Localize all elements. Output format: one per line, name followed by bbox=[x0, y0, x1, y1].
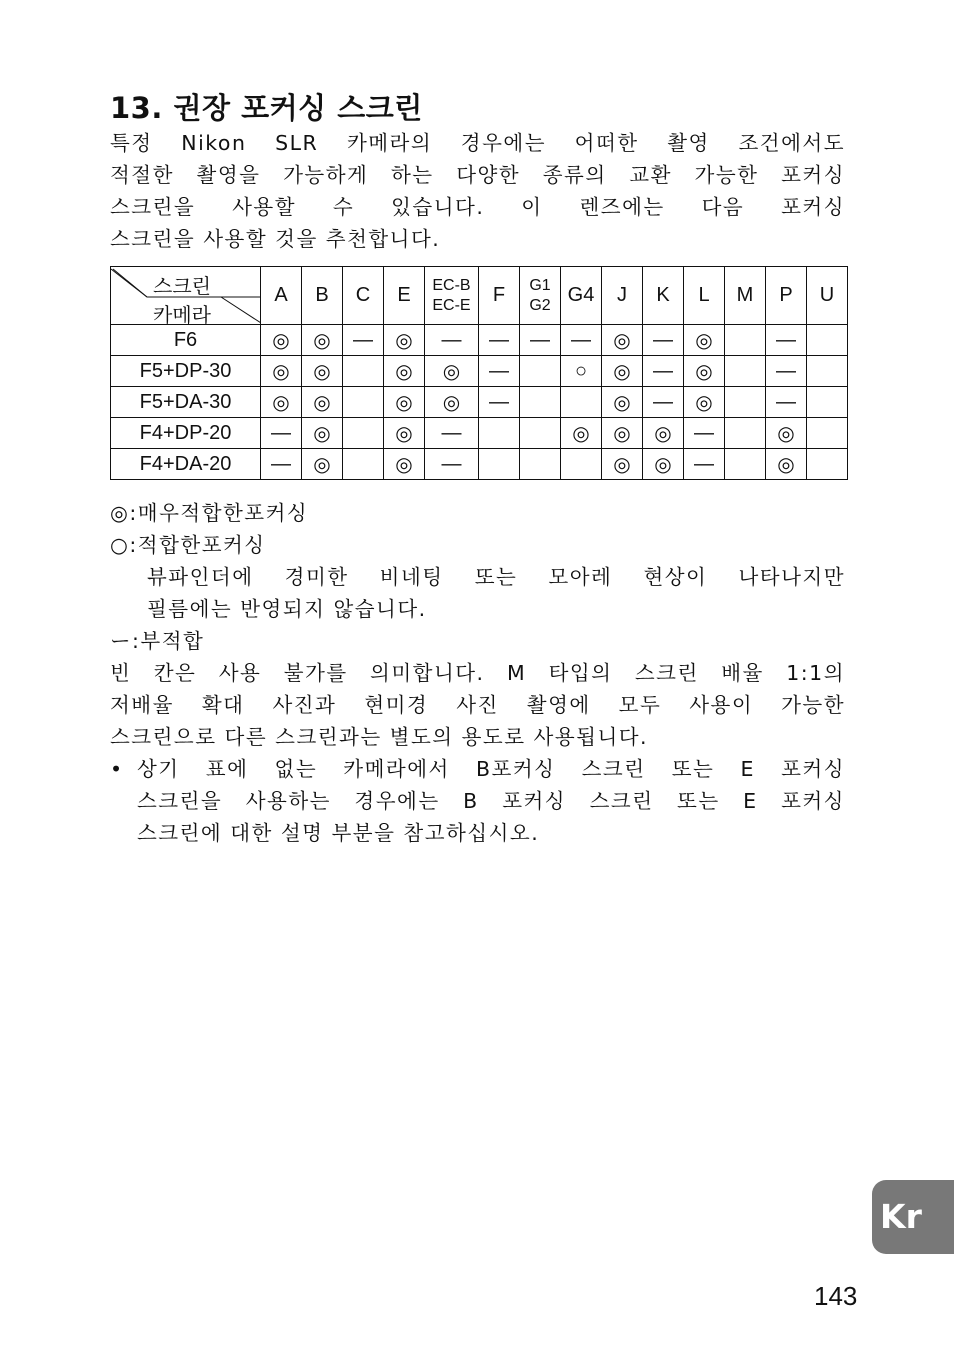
compatibility-cell bbox=[520, 356, 561, 387]
compatibility-cell: ◎ bbox=[602, 356, 643, 387]
table-corner-header bbox=[111, 267, 261, 325]
compatibility-cell: ◎ bbox=[602, 449, 643, 480]
compatibility-cell: ◎ bbox=[561, 418, 602, 449]
compatibility-cell: — bbox=[479, 356, 520, 387]
compatibility-cell: ◎ bbox=[643, 449, 684, 480]
column-header: B bbox=[302, 267, 343, 325]
column-header: A bbox=[261, 267, 302, 325]
bullet-line-2: 스크린을 사용하는 경우에는 B 포커싱 스크린 또는 E 포커싱 bbox=[137, 789, 845, 813]
column-header: E bbox=[384, 267, 425, 325]
compatibility-cell: ◎ bbox=[261, 325, 302, 356]
compatibility-cell: — bbox=[520, 325, 561, 356]
column-header bbox=[425, 267, 479, 325]
compatibility-cell bbox=[561, 387, 602, 418]
compatibility-cell: ◎ bbox=[384, 325, 425, 356]
compatibility-cell: ◎ bbox=[384, 356, 425, 387]
compatibility-cell bbox=[343, 387, 384, 418]
compatibility-cell: ◎ bbox=[302, 325, 343, 356]
compatibility-cell: ◎ bbox=[643, 418, 684, 449]
bullet-line-3: 스크린에 대한 설명 부분을 참고하십시오. bbox=[137, 821, 540, 845]
compatibility-cell: ○ bbox=[561, 356, 602, 387]
legend-unsuitable: ー:부적합 bbox=[110, 629, 205, 653]
compatibility-cell bbox=[807, 387, 848, 418]
table-row bbox=[111, 325, 848, 356]
camera-cell: F5+DP-30 bbox=[111, 356, 261, 387]
compatibility-cell: ◎ bbox=[766, 449, 807, 480]
camera-cell: F4+DP-20 bbox=[111, 418, 261, 449]
compatibility-cell: — bbox=[479, 387, 520, 418]
camera-cell: F6 bbox=[111, 325, 261, 356]
compatibility-cell: ◎ bbox=[684, 356, 725, 387]
compatibility-cell bbox=[343, 418, 384, 449]
focusing-screen-table bbox=[110, 266, 848, 480]
column-header: M bbox=[725, 267, 766, 325]
compatibility-cell: ◎ bbox=[302, 387, 343, 418]
compatibility-cell bbox=[807, 356, 848, 387]
compatibility-cell bbox=[479, 418, 520, 449]
compatibility-cell: ◎ bbox=[302, 418, 343, 449]
compatibility-cell: — bbox=[561, 325, 602, 356]
blank-note-line-2: 저배율 확대 사진과 현미경 사진 촬영에 모두 사용이 가능한 bbox=[110, 693, 845, 717]
blank-note-line-3: 스크린으로 다른 스크린과는 별도의 용도로 사용됩니다. bbox=[110, 725, 649, 749]
compatibility-cell: — bbox=[261, 449, 302, 480]
compatibility-cell: ◎ bbox=[602, 325, 643, 356]
compatibility-cell bbox=[725, 356, 766, 387]
compatibility-cell: — bbox=[261, 418, 302, 449]
compatibility-cell bbox=[725, 387, 766, 418]
compatibility-cell: ◎ bbox=[425, 356, 479, 387]
compatibility-cell bbox=[725, 449, 766, 480]
column-header-part: G2 bbox=[529, 296, 551, 314]
column-header: F bbox=[479, 267, 520, 325]
header-camera-label: 카메라 bbox=[153, 305, 211, 327]
legend-acceptable-note-2: 필름에는 반영되지 않습니다. bbox=[147, 597, 427, 621]
compatibility-cell bbox=[520, 387, 561, 418]
column-header-part: G1 bbox=[529, 276, 551, 294]
compatibility-cell: ◎ bbox=[602, 387, 643, 418]
compatibility-cell: ◎ bbox=[384, 449, 425, 480]
compatibility-cell: — bbox=[766, 387, 807, 418]
intro-line-2: 적절한 촬영을 가능하게 하는 다양한 종류의 교환 가능한 포커싱 bbox=[110, 163, 845, 187]
compatibility-cell: ◎ bbox=[302, 449, 343, 480]
column-header: G4 bbox=[561, 267, 602, 325]
column-header: J bbox=[602, 267, 643, 325]
compatibility-cell: ◎ bbox=[384, 387, 425, 418]
column-header-part: EC-B bbox=[432, 276, 471, 294]
compatibility-cell: — bbox=[343, 325, 384, 356]
column-header: L bbox=[684, 267, 725, 325]
blank-note-line-1: 빈 칸은 사용 불가를 의미합니다. M 타입의 스크린 배율 1:1의 bbox=[110, 661, 845, 685]
table-row bbox=[111, 418, 848, 449]
compatibility-cell bbox=[725, 418, 766, 449]
bullet-mark: • bbox=[110, 757, 124, 781]
column-header: K bbox=[643, 267, 684, 325]
compatibility-cell: ◎ bbox=[684, 387, 725, 418]
column-header bbox=[520, 267, 561, 325]
compatibility-cell bbox=[807, 325, 848, 356]
intro-line-3: 스크린을 사용할 수 있습니다. 이 렌즈에는 다음 포커싱 bbox=[110, 195, 845, 219]
compatibility-cell: ◎ bbox=[602, 418, 643, 449]
table-row bbox=[111, 449, 848, 480]
intro-line-1: 특정 Nikon SLR 카메라의 경우에는 어떠한 촬영 조건에서도 bbox=[110, 131, 845, 155]
compatibility-cell: ◎ bbox=[261, 387, 302, 418]
compatibility-cell bbox=[479, 449, 520, 480]
compatibility-cell: — bbox=[766, 356, 807, 387]
camera-cell: F5+DA-30 bbox=[111, 387, 261, 418]
compatibility-cell: — bbox=[684, 449, 725, 480]
compatibility-cell: — bbox=[684, 418, 725, 449]
table-row bbox=[111, 387, 848, 418]
compatibility-cell bbox=[520, 418, 561, 449]
compatibility-cell bbox=[343, 356, 384, 387]
compatibility-cell: — bbox=[766, 325, 807, 356]
camera-cell: F4+DA-20 bbox=[111, 449, 261, 480]
header-screen-label: 스크린 bbox=[153, 276, 211, 298]
compatibility-cell bbox=[807, 418, 848, 449]
compatibility-cell bbox=[725, 325, 766, 356]
section-title: 13. 권장 포커싱 스크린 bbox=[110, 91, 423, 125]
compatibility-cell bbox=[807, 449, 848, 480]
compatibility-cell: — bbox=[425, 325, 479, 356]
compatibility-cell: — bbox=[643, 387, 684, 418]
legend-acceptable-note-1: 뷰파인더에 경미한 비네팅 또는 모아레 현상이 나타나지만 bbox=[147, 565, 845, 589]
compatibility-cell bbox=[561, 449, 602, 480]
compatibility-cell bbox=[343, 449, 384, 480]
compatibility-cell: ◎ bbox=[261, 356, 302, 387]
compatibility-cell: — bbox=[643, 325, 684, 356]
compatibility-cell: ◎ bbox=[384, 418, 425, 449]
compatibility-cell: — bbox=[479, 325, 520, 356]
bullet-line-1: 상기 표에 없는 카메라에서 B포커싱 스크린 또는 E 포커싱 bbox=[137, 757, 845, 781]
language-tab: Kr bbox=[872, 1180, 954, 1254]
intro-line-4: 스크린을 사용할 것을 추천합니다. bbox=[110, 227, 441, 251]
compatibility-cell: — bbox=[425, 418, 479, 449]
column-header: C bbox=[343, 267, 384, 325]
column-header: U bbox=[807, 267, 848, 325]
compatibility-cell bbox=[520, 449, 561, 480]
legend-excellent: ◎:매우적합한포커싱 bbox=[110, 501, 309, 525]
compatibility-cell: ◎ bbox=[766, 418, 807, 449]
column-header-part: EC-E bbox=[432, 296, 471, 314]
legend-acceptable: ○:적합한포커싱 bbox=[110, 533, 266, 557]
compatibility-cell: — bbox=[643, 356, 684, 387]
compatibility-cell: ◎ bbox=[425, 387, 479, 418]
compatibility-cell: ◎ bbox=[684, 325, 725, 356]
column-header: P bbox=[766, 267, 807, 325]
page-number: 143 bbox=[814, 1281, 858, 1311]
compatibility-cell: — bbox=[425, 449, 479, 480]
compatibility-cell: ◎ bbox=[302, 356, 343, 387]
table-row bbox=[111, 356, 848, 387]
